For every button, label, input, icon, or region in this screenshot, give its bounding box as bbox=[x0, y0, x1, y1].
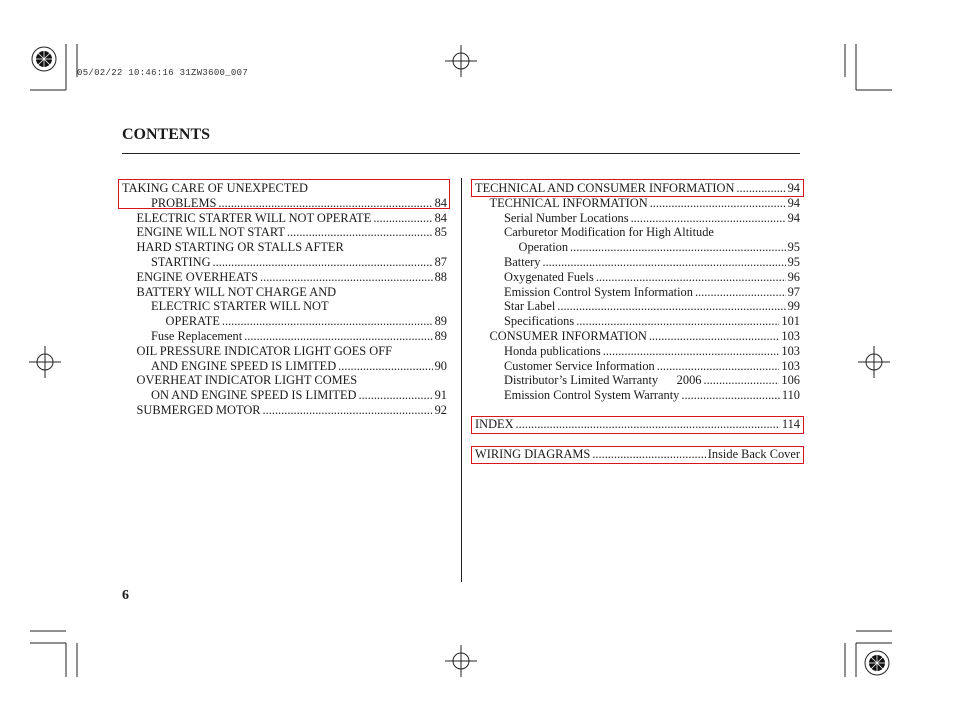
toc-entry-page: 88 bbox=[434, 269, 447, 284]
toc-entry[interactable] bbox=[137, 240, 448, 255]
leader-dots bbox=[631, 211, 786, 226]
toc-entry-page: 99 bbox=[787, 299, 800, 314]
toc-entry-text: Emission Control System Information bbox=[504, 284, 693, 299]
toc-entry-page: 94 bbox=[787, 210, 800, 225]
toc-entry-text: OIL PRESSURE INDICATOR LIGHT GOES OFF bbox=[136, 343, 393, 358]
toc-entry-page: 106 bbox=[781, 373, 800, 388]
index-page: 114 bbox=[781, 417, 800, 431]
toc-entry-page: 97 bbox=[787, 284, 800, 299]
toc-entry-page: 101 bbox=[781, 314, 800, 329]
leader-dots bbox=[516, 417, 780, 432]
leader-dots bbox=[287, 225, 433, 240]
leader-dots bbox=[603, 344, 780, 359]
toc-entry-page: 94 bbox=[787, 195, 800, 210]
toc-entry-text: ENGINE OVERHEATS bbox=[136, 269, 258, 284]
toc-entry-text: STARTING bbox=[151, 255, 211, 269]
print-timestamp: 05/02/22 10:46:16 31ZW3600_007 bbox=[77, 68, 249, 78]
toc-entry-text: Distributor’s Limited Warranty 2006 bbox=[504, 373, 702, 388]
toc-entry-page: 96 bbox=[787, 269, 800, 284]
toc-entry-page: 89 bbox=[434, 314, 447, 329]
toc-entry[interactable] bbox=[519, 240, 801, 255]
toc-entry-page: 85 bbox=[434, 225, 447, 240]
toc-entry-text: Star Label bbox=[504, 299, 556, 314]
toc-entry-page: 84 bbox=[434, 210, 447, 225]
toc-entry[interactable] bbox=[137, 211, 448, 226]
toc-entry-text: OPERATE bbox=[165, 314, 220, 329]
toc-entry-text: Battery bbox=[504, 255, 541, 269]
leader-dots bbox=[213, 255, 433, 270]
leader-dots bbox=[576, 314, 779, 329]
toc-entry-page: 103 bbox=[781, 358, 800, 373]
leader-dots bbox=[703, 373, 779, 388]
toc-entry-text: PROBLEMS bbox=[151, 195, 217, 210]
title-rule bbox=[122, 153, 800, 154]
toc-entry[interactable] bbox=[490, 329, 801, 344]
toc-entry-text: TECHNICAL INFORMATION bbox=[489, 195, 648, 210]
toc-entry[interactable] bbox=[137, 373, 448, 388]
toc-entry-text: Fuse Replacement bbox=[151, 329, 243, 343]
leader-dots bbox=[650, 196, 786, 211]
toc-entry-text: ON AND ENGINE SPEED IS LIMITED bbox=[151, 388, 357, 403]
leader-dots bbox=[695, 285, 786, 300]
toc-entry[interactable] bbox=[151, 255, 447, 270]
toc-entry-text: Emission Control System Warranty bbox=[504, 388, 680, 403]
toc-entry[interactable] bbox=[151, 329, 447, 344]
wiring-label: WIRING DIAGRAMS bbox=[475, 447, 591, 461]
leader-dots bbox=[263, 403, 433, 418]
wiring-page: Inside Back Cover bbox=[707, 447, 800, 461]
toc-entry[interactable] bbox=[504, 359, 800, 374]
toc-entry-page: 110 bbox=[781, 388, 800, 403]
leader-dots bbox=[570, 240, 786, 255]
toc-entry-page: 103 bbox=[781, 329, 800, 343]
toc-entry[interactable] bbox=[151, 388, 447, 403]
toc-entry[interactable] bbox=[166, 314, 448, 329]
toc-entry-page: 91 bbox=[434, 388, 447, 403]
toc-entry-text: ELECTRIC STARTER WILL NOT bbox=[151, 299, 329, 314]
leader-dots bbox=[542, 255, 785, 270]
page-number: 6 bbox=[122, 588, 129, 603]
toc-entry-text: OVERHEAT INDICATOR LIGHT COMES bbox=[136, 373, 358, 388]
leader-dots bbox=[373, 211, 432, 226]
toc-entry-text: HARD STARTING OR STALLS AFTER bbox=[136, 240, 344, 255]
toc-entry[interactable] bbox=[504, 225, 800, 240]
toc-entry-page: 90 bbox=[434, 358, 447, 373]
toc-entry[interactable] bbox=[137, 285, 448, 300]
toc-entry[interactable] bbox=[504, 255, 800, 270]
index-label: INDEX bbox=[475, 417, 514, 431]
page-title: CONTENTS bbox=[122, 126, 211, 143]
column-divider bbox=[461, 178, 462, 582]
leader-dots bbox=[657, 359, 780, 374]
leader-dots bbox=[358, 388, 432, 403]
toc-entry-text: AND ENGINE SPEED IS LIMITED bbox=[151, 358, 337, 373]
leader-dots bbox=[592, 447, 705, 462]
toc-entry[interactable] bbox=[137, 344, 448, 359]
toc-entry[interactable] bbox=[151, 299, 447, 314]
toc-entry-text: Serial Number Locations bbox=[504, 210, 629, 225]
toc-entry[interactable] bbox=[504, 388, 800, 403]
leader-dots bbox=[338, 359, 432, 374]
toc-entry[interactable] bbox=[490, 196, 801, 211]
toc-entry[interactable] bbox=[504, 270, 800, 285]
toc-entry-page: 89 bbox=[434, 329, 447, 343]
highlight-box-technical-consumer bbox=[471, 179, 804, 197]
toc-entry[interactable] bbox=[504, 299, 800, 314]
toc-entry-text: Honda publications bbox=[504, 343, 601, 358]
toc-entry-text: Oxygenated Fuels bbox=[504, 269, 594, 284]
toc-entry-text: TAKING CARE OF UNEXPECTED bbox=[122, 181, 308, 195]
highlight-box-unexpected-problems bbox=[118, 179, 450, 209]
toc-entry-text: Carburetor Modification for High Altitude bbox=[504, 225, 714, 240]
leader-dots bbox=[681, 388, 780, 403]
leader-dots bbox=[260, 270, 433, 285]
toc-entry-text: Specifications bbox=[504, 314, 575, 329]
toc-entry-page: 94 bbox=[787, 181, 800, 195]
toc-entry-text: BATTERY WILL NOT CHARGE AND bbox=[136, 284, 337, 299]
toc-entry[interactable] bbox=[504, 285, 800, 300]
toc-entry-page: 87 bbox=[434, 255, 447, 269]
toc-entry-text: CONSUMER INFORMATION bbox=[489, 329, 647, 343]
toc-entry[interactable] bbox=[151, 359, 447, 374]
toc-entry-text: Customer Service Information bbox=[504, 358, 655, 373]
leader-dots bbox=[649, 329, 780, 344]
toc-entry-page: 103 bbox=[781, 343, 800, 358]
leader-dots bbox=[244, 329, 432, 344]
toc-entry[interactable] bbox=[504, 373, 800, 388]
toc-entry-text: ENGINE WILL NOT START bbox=[136, 225, 285, 240]
toc-entry-page: 95 bbox=[787, 240, 800, 255]
toc-entry[interactable] bbox=[137, 403, 448, 418]
toc-entry[interactable] bbox=[504, 211, 800, 226]
toc-entry-text: ELECTRIC STARTER WILL NOT OPERATE bbox=[136, 210, 372, 225]
toc-entry[interactable] bbox=[137, 225, 448, 240]
toc-entry-text: SUBMERGED MOTOR bbox=[136, 403, 261, 417]
toc-entry-text: TECHNICAL AND CONSUMER INFORMATION bbox=[475, 181, 735, 195]
toc-entry[interactable] bbox=[137, 270, 448, 285]
toc-entry-page: 95 bbox=[787, 255, 800, 269]
toc-entry-page: 84 bbox=[434, 195, 447, 210]
toc-entry[interactable] bbox=[504, 344, 800, 359]
leader-dots bbox=[222, 314, 433, 329]
toc-entry-page: 92 bbox=[434, 403, 447, 417]
toc-entry[interactable] bbox=[504, 314, 800, 329]
leader-dots bbox=[557, 299, 785, 314]
leader-dots bbox=[596, 270, 786, 285]
toc-entry-text: Operation bbox=[518, 240, 569, 255]
